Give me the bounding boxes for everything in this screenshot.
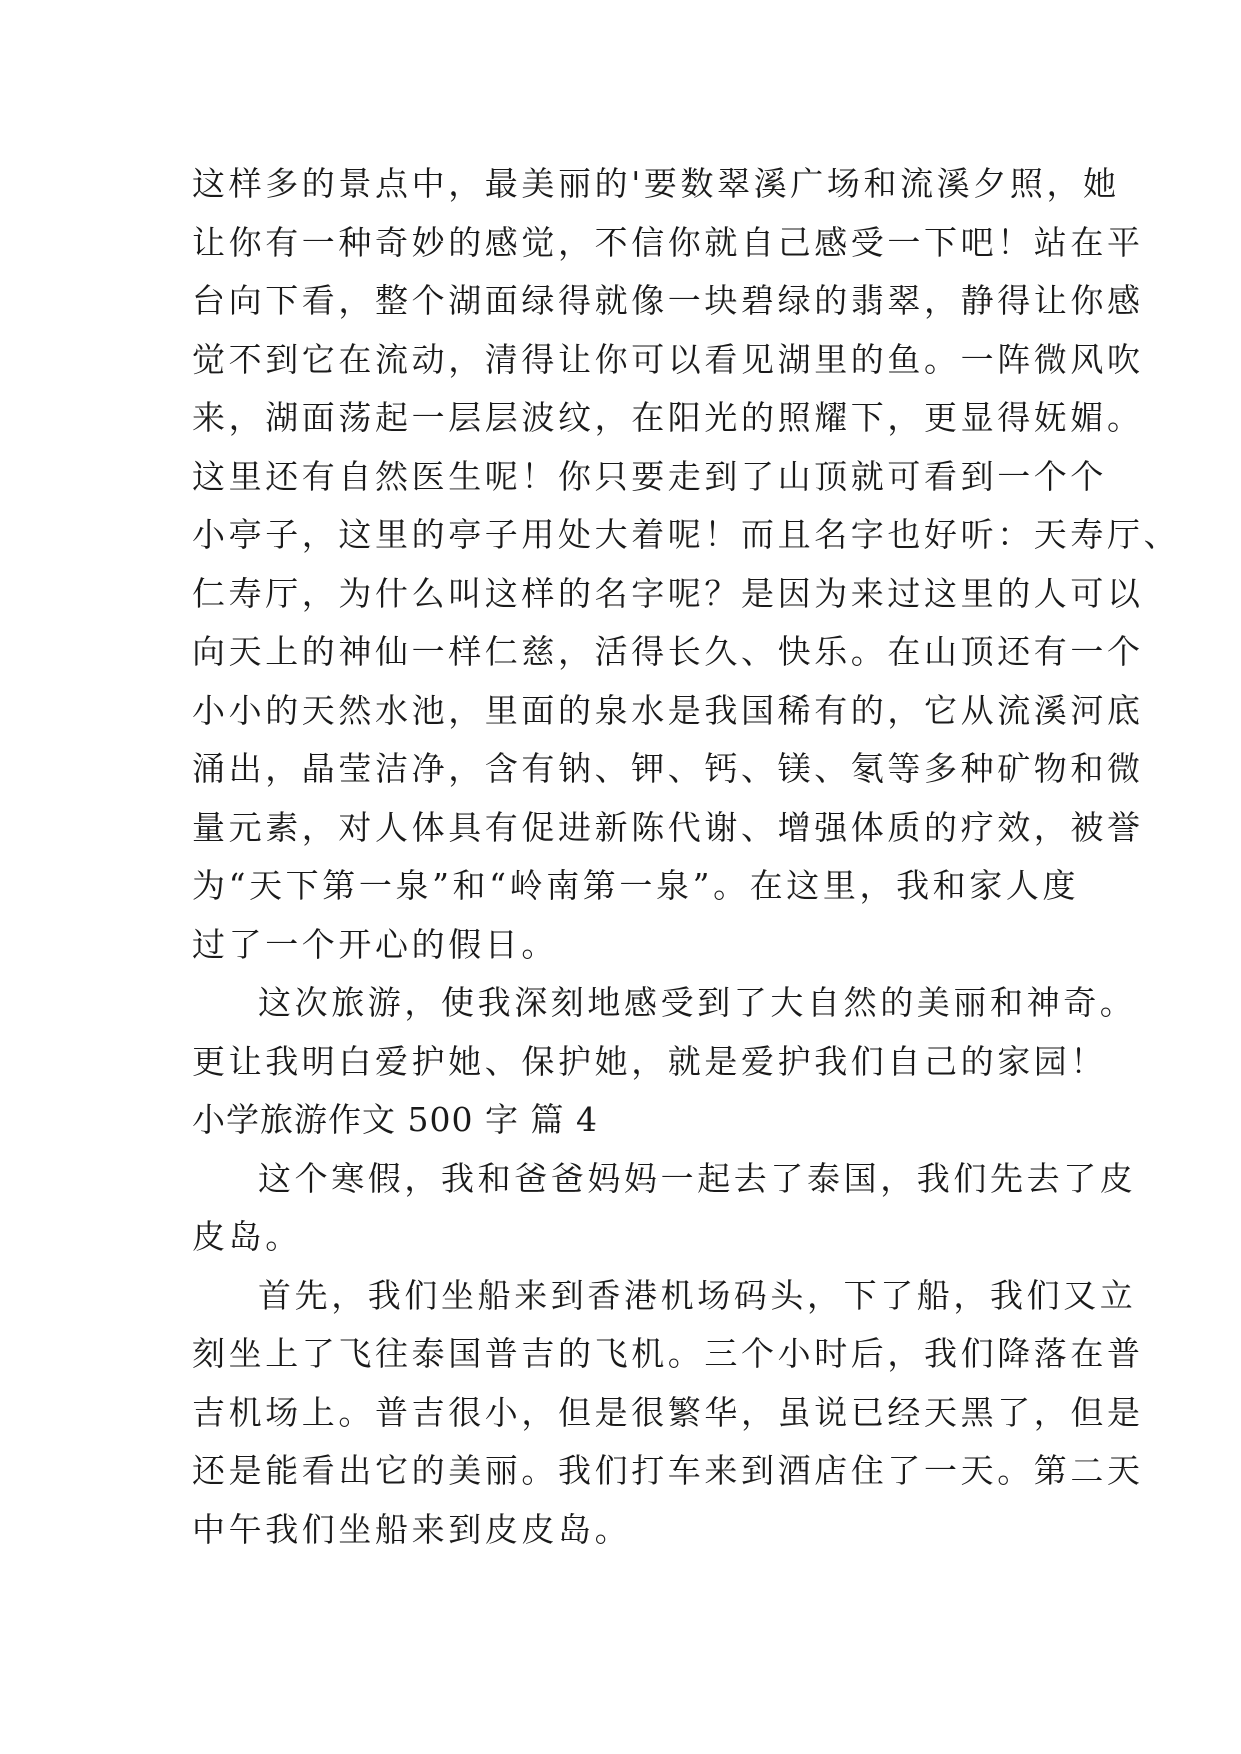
text-line: 小亭子，这里的亭子用处大着呢！而且名字也好听：天寿厅、 xyxy=(192,515,1181,554)
text-line: 这个寒假，我和爸爸妈妈一起去了泰国，我们先去了皮 xyxy=(258,1158,1137,1198)
text-line: 刻坐上了飞往泰国普吉的飞机。三个小时后，我们降落在普 xyxy=(192,1334,1144,1373)
text-line: 台向下看，整个湖面绿得就像一块碧绿的翡翠，静得让你感 xyxy=(192,281,1144,320)
text-line: 来，湖面荡起一层层波纹，在阳光的照耀下，更显得妩媚。 xyxy=(192,398,1144,437)
text-line: 这次旅游，使我深刻地感受到了大自然的美丽和神奇。 xyxy=(258,983,1137,1022)
text-line: 仁寿厅，为什么叫这样的名字呢？是因为来过这里的人可以 xyxy=(192,573,1144,613)
text-line: 小小的天然水池，里面的泉水是我国稀有的，它从流溪河底 xyxy=(192,690,1144,730)
text-line: 觉不到它在流动，清得让你可以看见湖里的鱼。一阵微风吹 xyxy=(192,339,1144,379)
text-line: 吉机场上。普吉很小，但是很繁华，虽说已经天黑了，但是 xyxy=(192,1392,1144,1432)
text-line: 这样多的景点中，最美丽的'要数翠溪广场和流溪夕照，她 xyxy=(192,164,1120,203)
text-line: 向天上的神仙一样仁慈，活得长久、快乐。在山顶还有一个 xyxy=(192,632,1144,671)
text-line: 为“天下第一泉”和“岭南第一泉”。在这里，我和家人度 xyxy=(192,866,1080,905)
paragraph-conclusion xyxy=(192,974,1137,1091)
text-line: 过了一个开心的假日。 xyxy=(192,924,558,964)
text-line: 这里还有自然医生呢！你只要走到了山顶就可看到一个个 xyxy=(192,456,1107,496)
section-heading: 小学旅游作文 500 字 篇 4 xyxy=(192,1100,598,1139)
paragraph-scenic-spots xyxy=(192,155,1181,974)
text-line: 更让我明白爱护她、保护她，就是爱护我们自己的家园！ xyxy=(192,1041,1107,1081)
text-line: 涌出，晶莹洁净，含有钠、钾、钙、镁、氡等多种矿物和微 xyxy=(192,749,1144,788)
paragraph-winter-vacation xyxy=(192,1150,1137,1267)
text-line: 量元素，对人体具有促进新陈代谢、增强体质的疗效，被誉 xyxy=(192,807,1144,847)
text-line: 让你有一种奇妙的感觉，不信你就自己感受一下吧！站在平 xyxy=(192,222,1144,262)
text-line: 中午我们坐船来到皮皮岛。 xyxy=(192,1509,632,1549)
document-body xyxy=(192,155,1181,1559)
paragraph-journey xyxy=(192,1267,1144,1560)
text-line: 皮岛。 xyxy=(192,1217,302,1256)
text-line: 首先，我们坐船来到香港机场码头，下了船，我们又立 xyxy=(258,1275,1137,1315)
text-line: 还是能看出它的美丽。我们打车来到酒店住了一天。第二天 xyxy=(192,1451,1144,1490)
